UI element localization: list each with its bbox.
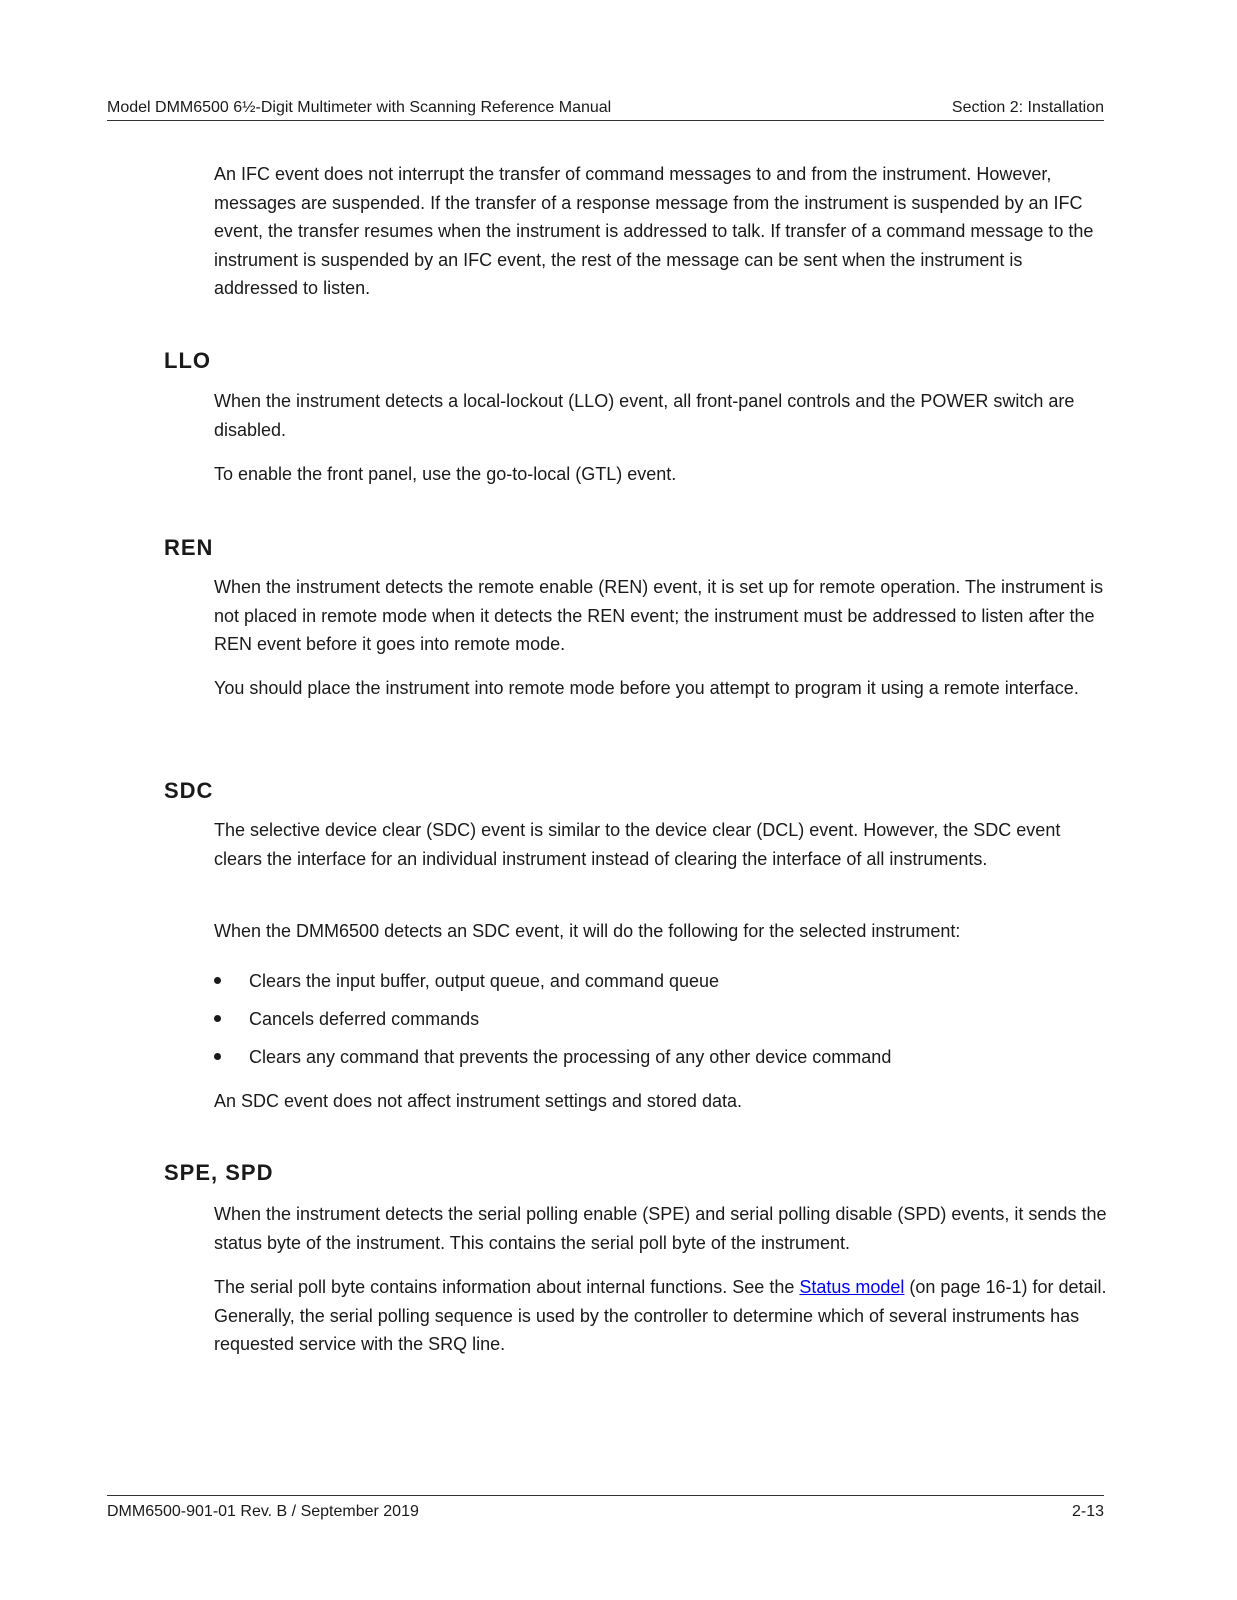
page-footer	[107, 1495, 1104, 1520]
sdc-paragraph-2: When the DMM6500 detects an SDC event, it will do the following for the selected instrument:	[214, 921, 961, 941]
status-model-link[interactable]: Status model	[799, 1277, 905, 1297]
spe-paragraph-2: The serial poll byte contains information about internal functions. See the Status model (on page 16-1) for detail. Generally, the serial polling sequence is used by the controller to determine which of several instruments has requested service with the SRQ line.	[214, 1277, 1107, 1354]
ren-paragraph-1: When the instrument detects the remote enable (REN) event, it is set up for remote operation. The instrument is not placed in remote mode when it detects the REN event; the instrument must be addressed to listen after the REN event before it goes into remote mode.	[214, 577, 1104, 654]
footer-document-number: DMM6500-901-01 Rev. B / September 2019	[107, 1503, 419, 1520]
sdc-paragraph-1: The selective device clear (SDC) event is similar to the device clear (DCL) event. However, the SDC event clears the interface for an individual instrument instead of clearing the interface of all instruments.	[214, 820, 1061, 869]
heading-ren: REN	[164, 535, 214, 560]
bullet-icon	[214, 977, 221, 984]
llo-paragraph-2: To enable the front panel, use the go-to-local (GTL) event.	[214, 464, 677, 484]
bullet-icon	[214, 1053, 221, 1060]
ren-paragraph-2: You should place the instrument into remote mode before you attempt to program it using a remote interface.	[214, 678, 1079, 698]
page-header	[107, 98, 1104, 121]
ifc-paragraph: An IFC event does not interrupt the transfer of command messages to and from the instrument. However, messages are suspended. If the transfer of a response message from the instrument is suspended by an IFC event, the transfer resumes when the instrument is addressed to talk. If transfer of a command message to the instrument is suspended by an IFC event, the rest of the message can be sent when the instrument is addressed to listen.	[214, 164, 1094, 298]
heading-llo: LLO	[164, 348, 211, 373]
sdc-paragraph-3: An SDC event does not affect instrument settings and stored data.	[214, 1091, 742, 1111]
llo-paragraph-1: When the instrument detects a local-lockout (LLO) event, all front-panel controls and the POWER switch are disabled.	[214, 391, 1075, 440]
header-manual-title: Model DMM6500 6½-Digit Multimeter with Scanning Reference Manual	[107, 99, 612, 116]
spe-paragraph-1: When the instrument detects the serial polling enable (SPE) and serial polling disable (SPD) events, it sends the status byte of the instrument. This contains the serial poll byte of the instrument.	[214, 1204, 1107, 1253]
heading-sdc: SDC	[164, 778, 214, 803]
heading-spe-spd: SPE, SPD	[164, 1160, 274, 1185]
bullet-icon	[214, 1015, 221, 1022]
header-section-title: Section 2: Installation	[951, 99, 1104, 116]
footer-page-number: 2-13	[1071, 1503, 1104, 1520]
